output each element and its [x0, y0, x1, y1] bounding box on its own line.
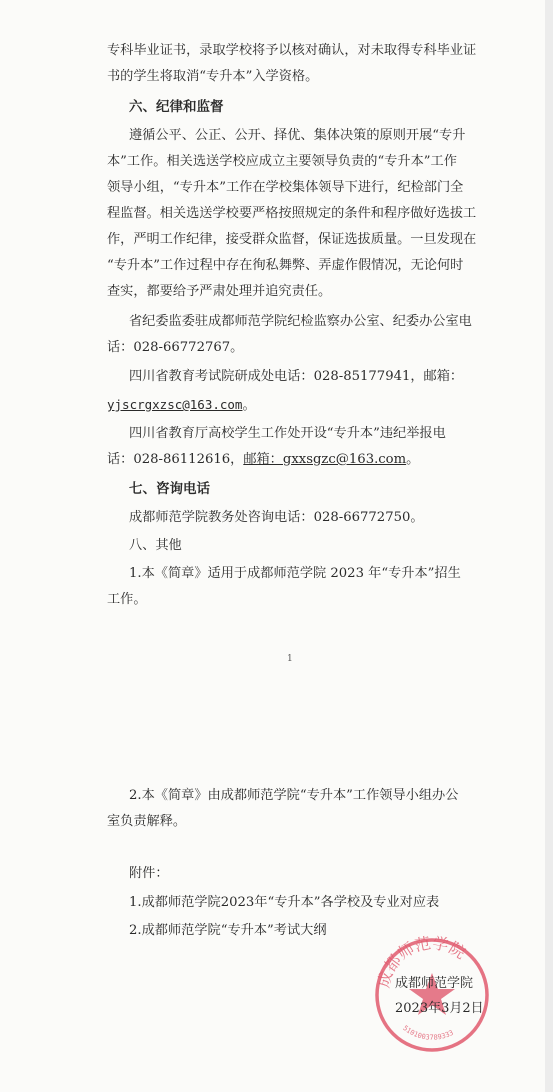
text-line-8 — [107, 231, 476, 249]
text-line-20 — [129, 565, 461, 583]
line-text: 领导小组，“专升本”工作在学校集体领导下进行，纪检部门全 — [107, 180, 464, 195]
text-line-14 — [107, 396, 256, 415]
seal-code: 5101003789333 — [401, 1024, 455, 1042]
text-line-22 — [129, 787, 458, 805]
line-text: 作，严明工作纪律，接受群众监督，保证选拔质量。一旦发现在 — [107, 232, 477, 247]
text-line-12 — [107, 339, 243, 357]
line-text: 四川省教育考试院研成处电话：028-85177941，邮箱： — [129, 369, 464, 384]
line-text: 遵循公平、公正、公开、择优、集体决策的原则开展“专升 — [129, 128, 466, 143]
line-suffix: 。 — [406, 452, 420, 467]
line-text: 话：028-86112616， — [107, 452, 244, 467]
line-text: 程监督。相关选送学校要严格按照规定的条件和程序做好选拔工 — [107, 206, 477, 221]
text-line-7 — [107, 205, 476, 223]
line-text: 2.本《简章》由成都师范学院“专升本”工作领导小组办公 — [129, 788, 459, 803]
line-text: 1.本《简章》适用于成都师范学院 2023 年“专升本”招生 — [129, 566, 461, 581]
text-line-2 — [107, 68, 318, 86]
line-text: 工作。 — [107, 592, 147, 607]
line-text: 专科毕业证书，录取学校将予以核对确认，对未取得专科毕业证 — [107, 43, 477, 58]
text-line-17 — [129, 480, 210, 498]
official-seal — [372, 935, 492, 1055]
text-line-26 — [129, 922, 327, 940]
line-text: 六、纪律和监督 — [129, 99, 224, 115]
text-line-16 — [107, 451, 419, 469]
text-line-24 — [129, 865, 169, 883]
line-text: 七、咨询电话 — [129, 481, 210, 497]
text-line-21 — [107, 591, 147, 609]
email-link[interactable]: yjscrgxzsc@163.com — [107, 397, 243, 412]
line-text: 本”工作。相关选送学校应成立主要领导负责的“专升本”工作 — [107, 154, 457, 169]
page-edge — [545, 0, 553, 1092]
line-text: 话：028-66772767。 — [107, 340, 244, 355]
line-text: 2.成都师范学院“专升本”考试大纲 — [129, 923, 327, 938]
text-line-15 — [129, 425, 446, 443]
line-suffix: 。 — [242, 398, 256, 413]
text-line-4 — [129, 127, 465, 145]
text-line-6 — [107, 179, 463, 197]
text-line-3 — [129, 98, 224, 116]
line-text: 八、其他 — [129, 538, 182, 553]
line-text: 省纪委监委驻成都师范学院纪检监察办公室、纪委办公室电 — [129, 314, 472, 329]
line-text: 1.成都师范学院2023年“专升本”各学校及专业对应表 — [129, 895, 440, 910]
text-line-9 — [107, 257, 463, 275]
text-line-18 — [129, 509, 424, 527]
text-line-13 — [129, 368, 463, 386]
text-line-5 — [107, 153, 457, 171]
line-text: “专升本”工作过程中存在徇私舞弊、弄虚作假情况，无论何时 — [107, 258, 464, 273]
issuer-name: 成都师范学院 — [395, 976, 474, 991]
line-text: 四川省教育厅高校学生工作处开设“专升本”违纪举报电 — [129, 426, 446, 441]
text-line-11 — [129, 313, 472, 331]
text-line-1 — [107, 42, 476, 60]
issue-date: 2023年3月2日 — [395, 1001, 484, 1016]
text-line-25 — [129, 894, 439, 912]
line-text: 附件： — [129, 866, 169, 881]
page-number: 1 — [287, 654, 293, 664]
line-text: 书的学生将取消“专升本”入学资格。 — [107, 69, 319, 84]
email-link[interactable]: 邮箱：gxxsgzc@163.com — [243, 452, 407, 467]
seal-arc-text: 成都师范学院 — [373, 935, 470, 990]
line-text: 室负责解释。 — [107, 814, 187, 829]
line-text: 成都师范学院教务处咨询电话：028-66772750。 — [129, 510, 424, 525]
text-line-23 — [107, 813, 186, 831]
line-text: 查实，都要给予严肃处理并追究责任。 — [107, 284, 332, 299]
text-line-19 — [129, 537, 182, 555]
text-line-10 — [107, 283, 331, 301]
